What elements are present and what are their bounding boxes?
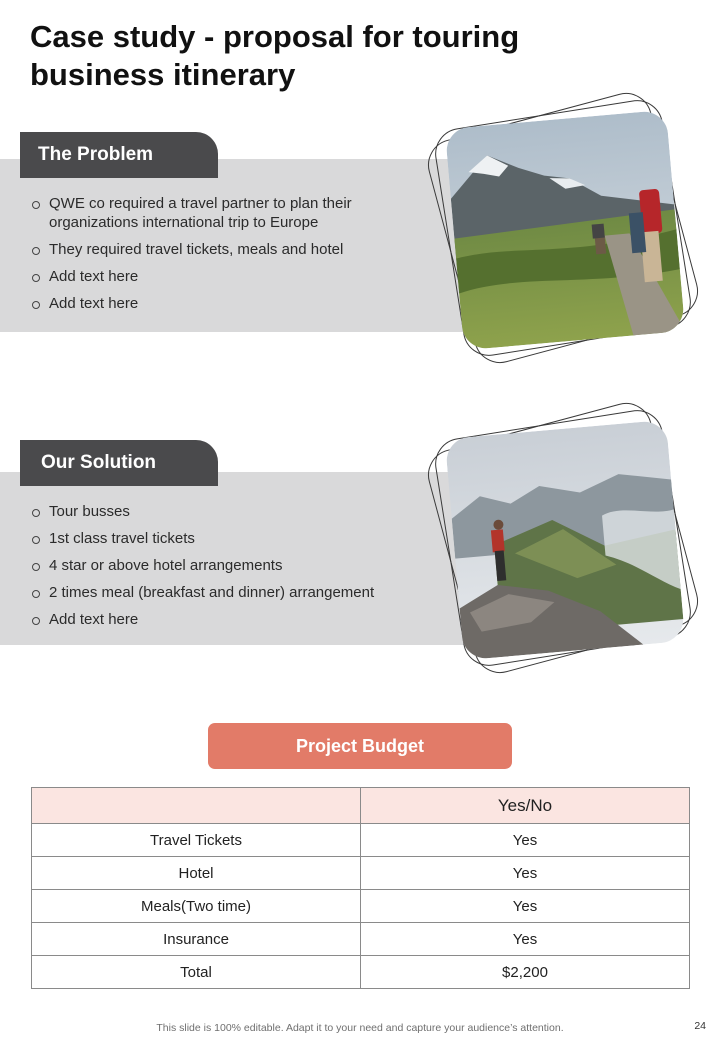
table-cell: Yes [361, 824, 690, 857]
bullet-circle-icon [32, 247, 40, 255]
list-item: QWE co required a travel partner to plan their organizations international trip to Europe [30, 194, 430, 232]
table-row [32, 956, 690, 989]
hiker-on-rock-photo [445, 420, 686, 661]
bullet-circle-icon [32, 274, 40, 282]
table-cell: $2,200 [361, 956, 690, 989]
column-header: Yes/No [361, 788, 690, 824]
bullet-circle-icon [32, 563, 40, 571]
list-item: Add text here [30, 610, 430, 629]
table-cell: Hotel [32, 857, 361, 890]
table-cell: Yes [361, 923, 690, 956]
table-row [32, 824, 690, 857]
list-item: 2 times meal (breakfast and dinner) arrangement [30, 583, 430, 602]
table-row [32, 890, 690, 923]
budget-table [31, 787, 690, 989]
table-cell: Total [32, 956, 361, 989]
table-cell: Insurance [32, 923, 361, 956]
problem-heading: The Problem [20, 132, 218, 178]
bullet-circle-icon [32, 301, 40, 309]
list-item: Add text here [30, 294, 430, 313]
table-cell: Yes [361, 890, 690, 923]
bullet-circle-icon [32, 536, 40, 544]
footer-note: This slide is 100% editable. Adapt it to your need and capture your audience’s attention. [156, 1022, 564, 1034]
page-title: Case study - proposal for touring business itinerary [30, 19, 520, 92]
page-number: 24 [694, 1020, 706, 1032]
list-item: 4 star or above hotel arrangements [30, 556, 430, 575]
table-cell: Yes [361, 857, 690, 890]
table-header-row [32, 788, 690, 824]
bullet-circle-icon [32, 617, 40, 625]
list-item: They required travel tickets, meals and hotel [30, 240, 430, 259]
table-cell: Meals(Two time) [32, 890, 361, 923]
hikers-trail-photo [445, 110, 686, 351]
solution-heading: Our Solution [20, 440, 218, 486]
bullet-circle-icon [32, 201, 40, 209]
list-item: 1st class travel tickets [30, 529, 430, 548]
bullet-circle-icon [32, 590, 40, 598]
table-row [32, 857, 690, 890]
project-budget-button[interactable]: Project Budget [208, 723, 512, 769]
table-cell: Travel Tickets [32, 824, 361, 857]
list-item: Add text here [30, 267, 430, 286]
solution-bullet-list [30, 502, 430, 637]
mountain-photo-frame [440, 415, 690, 665]
table-row [32, 923, 690, 956]
bullet-circle-icon [32, 509, 40, 517]
list-item: Tour busses [30, 502, 430, 521]
problem-bullet-list [30, 194, 430, 321]
hikers-photo-frame [440, 105, 690, 355]
column-header [32, 788, 361, 824]
